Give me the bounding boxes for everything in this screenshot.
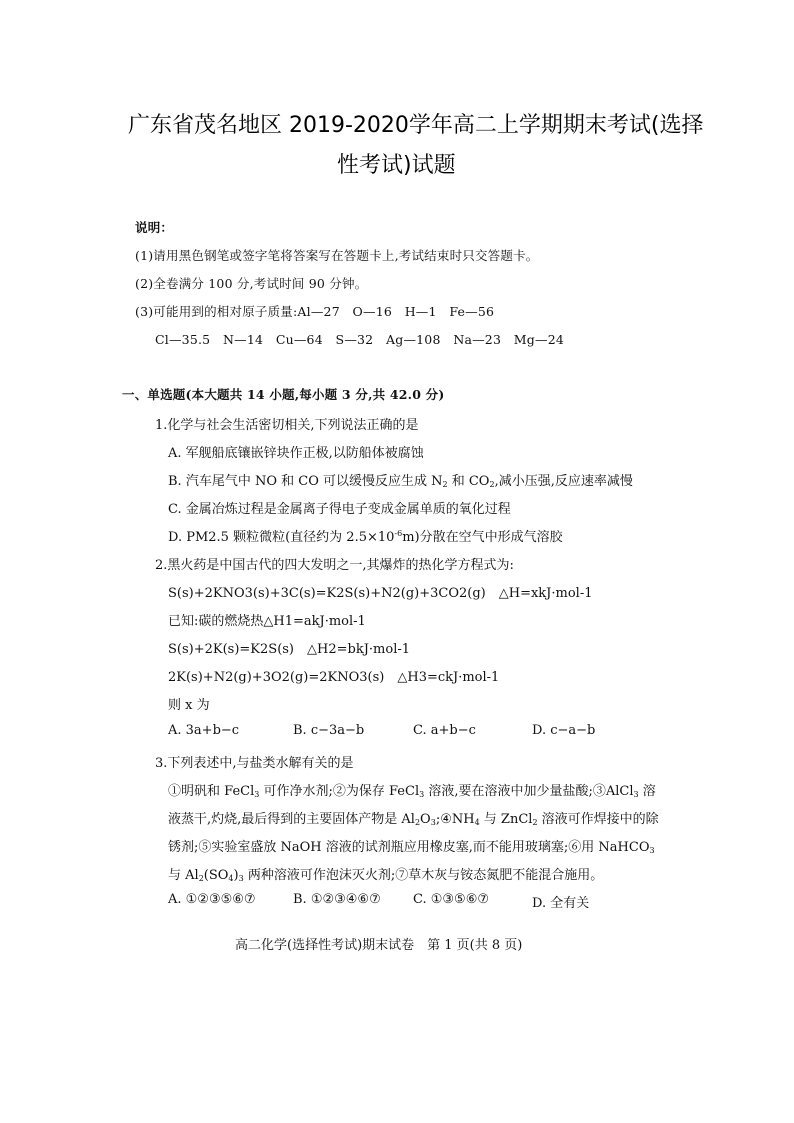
q3-line-3: 锈剂;⑤实验室盛放 NaOH 溶液的试剂瓶应用橡皮塞,而不能用玻璃塞;⑥用 NaHCO$_3$ xyxy=(168,840,655,855)
q2-stem: 2.黑火药是中国古代的四大发明之一,其爆炸的热化学方程式为: xyxy=(155,558,514,573)
section-heading: 一、单选题(本大题共 14 小题,每小题 3 分,共 42.0 分) xyxy=(122,387,445,402)
notes-heading: 说明： xyxy=(135,220,174,235)
q2-option-c: C. a+b−c xyxy=(413,723,476,738)
q3-line-2: 液蒸干,灼烧,最后得到的主要固体产物是 $Al_2O_3;④NH_4$ 与 ZnCl$_2$ 溶液可作焊接中的除 xyxy=(168,812,659,827)
q2-known: 已知:碳的燃烧热△H1=akJ·mol-1 xyxy=(168,614,366,629)
note-2: (2)全卷满分 100 分,考试时间 90 分钟。 xyxy=(135,276,368,291)
q1-stem: 1.化学与社会生活密切相关,下列说法正确的是 xyxy=(155,418,419,433)
q2-ask: 则 x 为 xyxy=(168,698,210,713)
q3-option-d: D. 全有关 xyxy=(532,896,590,911)
q1-option-c: C. 金属冶炼过程是金属离子得电子变成金属单质的氧化过程 xyxy=(168,502,511,517)
q2-equation-2: S(s)+2K(s)=K2S(s) △H2=bkJ·mol-1 xyxy=(168,642,411,657)
q2-equation-3: 2K(s)+N2(g)+3O2(g)=2KNO3(s) △H3=ckJ·mol-1 xyxy=(168,670,500,685)
q1-option-b: B. 汽车尾气中 NO 和 CO 可以缓慢反应生成 $N_2$ 和 $CO_2$,减小压强,反应速率减慢 xyxy=(168,474,633,489)
q3-option-a: A. ①②③⑤⑥⑦ xyxy=(168,892,256,907)
q3-option-c: C. ①③⑤⑥⑦ xyxy=(413,892,490,907)
q2-option-d: D. c−a−b xyxy=(532,723,596,738)
q2-equation-1: S(s)+2KNO3(s)+3C(s)=K2S(s)+N2(g)+3CO2(g) △H=xkJ·mol-1 xyxy=(168,586,593,601)
note-1: (1)请用黑色钢笔或签字笔将答案写在答题卡上,考试结束时只交答题卡。 xyxy=(135,248,539,263)
q1-option-d: D. PM2.5 颗粒微粒(直径约为 $2.5\times 10^{-6}m$)分散在空气中形成气溶胶 xyxy=(168,529,563,545)
page-title-line1: 广东省茂名地区 2019-2020学年高二上学期期末考试(选择 xyxy=(128,113,704,138)
page-title-line2: 性考试)试题 xyxy=(337,153,456,178)
note-4: Cl—35.5 N—14 Cu—64 S—32 Ag—108 Na—23 Mg—24 xyxy=(155,332,565,347)
note-3: (3)可能用到的相对原子质量:Al—27 O—16 H—1 Fe—56 xyxy=(135,304,495,319)
q2-option-b: B. c−3a−b xyxy=(293,723,365,738)
q3-line-1: ①明矾和 FeCl$_3$ 可作净水剂;②为保存 FeCl$_3$ 溶液,要在溶液中加少量盐酸;③AlCl$_3$ 溶 xyxy=(168,784,656,799)
q3-line-4: 与 $Al_2(SO_4)_3$ 两种溶液可作泡沫灭火剂;⑦草木灰与铵态氮肥不能混合施用。 xyxy=(168,868,604,883)
q2-option-a: A. 3a+b−c xyxy=(168,723,240,738)
q3-option-b: B. ①②③④⑥⑦ xyxy=(293,892,381,907)
q1-option-a: A. 军舰船底镶嵌锌块作正极,以防船体被腐蚀 xyxy=(168,446,424,461)
page-footer: 高二化学(选择性考试)期末试卷 第 1 页(共 8 页) xyxy=(235,938,523,953)
q3-stem: 3.下列表述中,与盐类水解有关的是 xyxy=(155,756,354,771)
